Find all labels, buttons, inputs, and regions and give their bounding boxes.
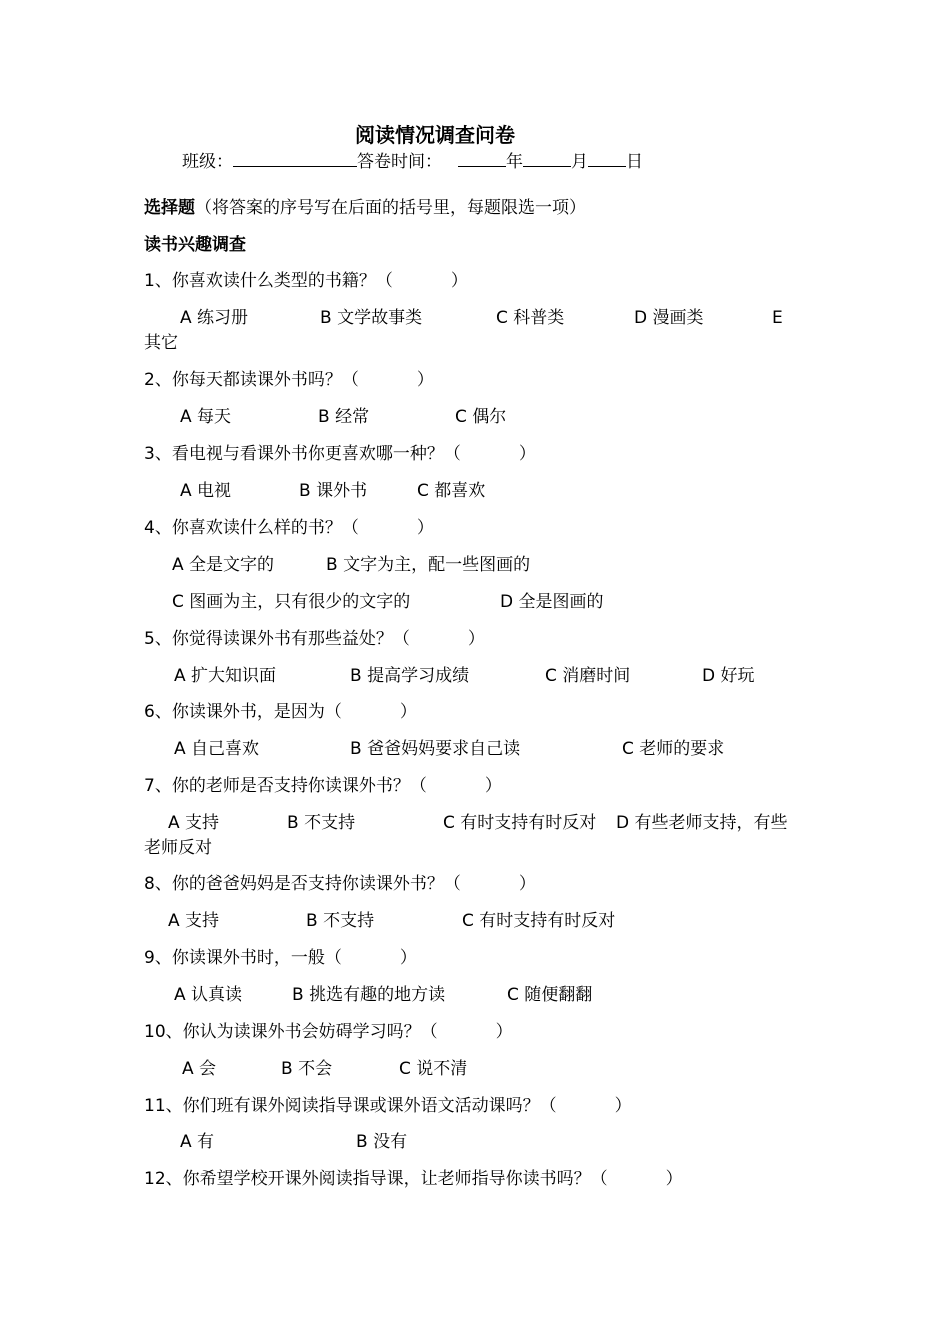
instructions <box>144 196 586 220</box>
option: B 爸爸妈妈要求自己读 <box>350 739 521 759</box>
option: B 挑选有趣的地方读 <box>292 985 446 1005</box>
option: B 经常 <box>318 407 370 427</box>
instructions-note: （将答案的序号写在后面的括号里，每题限选一项） <box>195 198 586 218</box>
option: C 消磨时间 <box>545 666 631 686</box>
option-continuation: 其它 <box>144 333 178 353</box>
answer-paren-close: ） <box>484 776 502 796</box>
option: C 科普类 <box>496 308 565 328</box>
question-11 <box>144 1094 632 1118</box>
question-text: 5、你觉得读课外书有那些益处？（ <box>144 629 410 649</box>
year-label: 年 <box>506 152 523 172</box>
question-text: 6、你读课外书，是因为（ <box>144 702 342 722</box>
option: A 电视 <box>180 481 232 501</box>
question-9 <box>144 946 417 970</box>
option: C 随便翻翻 <box>507 985 593 1005</box>
answer-paren-close: ） <box>399 948 417 968</box>
answer-paren-close: ） <box>399 702 417 722</box>
option: A 自己喜欢 <box>174 739 260 759</box>
answer-paren-close: ） <box>450 271 468 291</box>
class-label: 班级： <box>182 152 233 172</box>
answer-paren-close: ） <box>665 1169 683 1189</box>
question-6 <box>144 700 417 724</box>
instructions-heading: 选择题 <box>144 198 195 218</box>
option-continuation: 老师反对 <box>144 838 212 858</box>
question-3 <box>144 442 536 466</box>
option: B 不支持 <box>287 813 356 833</box>
question-text: 9、你读课外书时，一般（ <box>144 948 342 968</box>
option: A 全是文字的 <box>172 555 275 575</box>
option: D 有些老师支持，有些 <box>616 813 788 833</box>
question-text: 1、你喜欢读什么类型的书籍？（ <box>144 271 393 291</box>
day-label: 日 <box>626 152 643 172</box>
month-label: 月 <box>571 152 588 172</box>
question-5 <box>144 627 485 651</box>
option: A 每天 <box>180 407 232 427</box>
answer-paren-close: ） <box>495 1022 513 1042</box>
question-text: 7、你的老师是否支持你读课外书？（ <box>144 776 427 796</box>
question-text: 12、你希望学校开课外阅读指导课，让老师指导你读书吗？（ <box>144 1169 608 1189</box>
option: A 支持 <box>168 813 220 833</box>
document-title: 阅读情况调查问卷 <box>355 123 515 147</box>
answer-paren-close: ） <box>467 629 485 649</box>
option: C 有时支持有时反对 <box>443 813 597 833</box>
option: B 不支持 <box>306 911 375 931</box>
time-label: 答卷时间： <box>357 152 442 172</box>
option: A 扩大知识面 <box>174 666 277 686</box>
option: D 漫画类 <box>634 308 704 328</box>
option: E <box>772 308 783 328</box>
answer-paren-close: ） <box>614 1096 632 1116</box>
option: B 文学故事类 <box>320 308 423 328</box>
option: B 没有 <box>356 1132 408 1152</box>
answer-paren-close: ） <box>518 444 536 464</box>
question-text: 3、看电视与看课外书你更喜欢哪一种？（ <box>144 444 461 464</box>
answer-paren-close: ） <box>518 874 536 894</box>
option: A 会 <box>182 1059 217 1079</box>
option: B 课外书 <box>299 481 368 501</box>
option: A 支持 <box>168 911 220 931</box>
answer-paren-close: ） <box>416 370 434 390</box>
question-4 <box>144 516 434 540</box>
option: A 认真读 <box>174 985 243 1005</box>
option: C 偶尔 <box>455 407 507 427</box>
question-2 <box>144 368 434 392</box>
class-blank <box>233 150 357 167</box>
option: C 老师的要求 <box>622 739 725 759</box>
answer-paren-close: ） <box>416 518 434 538</box>
year-blank <box>458 150 506 167</box>
day-blank <box>588 150 626 167</box>
question-7 <box>144 774 502 798</box>
option: C 都喜欢 <box>417 481 486 501</box>
question-12 <box>144 1167 683 1191</box>
option: B 不会 <box>281 1059 333 1079</box>
option: D 全是图画的 <box>500 592 604 612</box>
question-text: 10、你认为读课外书会妨碍学习吗？（ <box>144 1022 438 1042</box>
question-8 <box>144 872 536 896</box>
option: C 有时支持有时反对 <box>462 911 616 931</box>
option: B 文字为主，配一些图画的 <box>326 555 531 575</box>
month-blank <box>523 150 571 167</box>
question-1 <box>144 269 468 293</box>
header-line <box>182 150 643 174</box>
question-text: 4、你喜欢读什么样的书？（ <box>144 518 359 538</box>
question-10 <box>144 1020 513 1044</box>
section-title: 读书兴趣调查 <box>144 235 246 255</box>
option: D 好玩 <box>702 666 755 686</box>
question-text: 2、你每天都读课外书吗？（ <box>144 370 359 390</box>
option: C 图画为主，只有很少的文字的 <box>172 592 411 612</box>
option: C 说不清 <box>399 1059 468 1079</box>
option: B 提高学习成绩 <box>350 666 470 686</box>
question-text: 8、你的爸爸妈妈是否支持你读课外书？（ <box>144 874 461 894</box>
option: A 有 <box>180 1132 215 1152</box>
option: A 练习册 <box>180 308 249 328</box>
question-text: 11、你们班有课外阅读指导课或课外语文活动课吗？（ <box>144 1096 557 1116</box>
